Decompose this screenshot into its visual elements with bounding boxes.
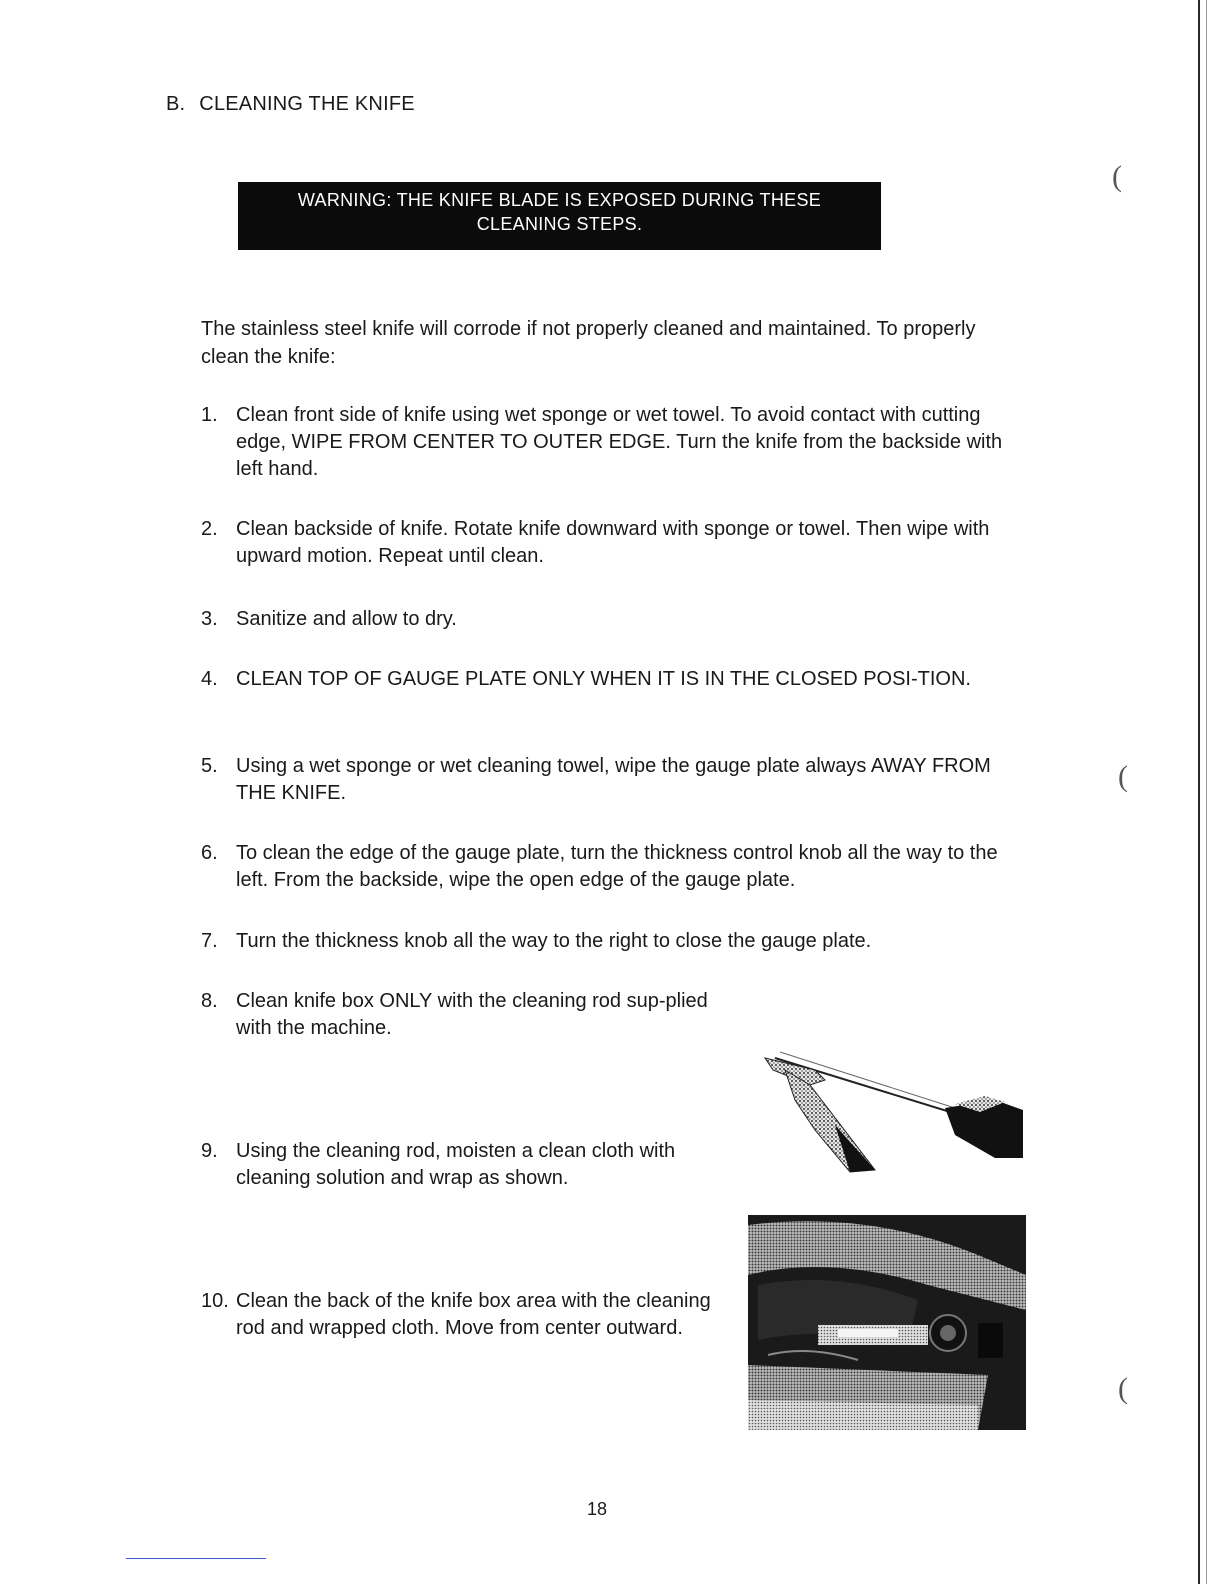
warning-banner [238,182,881,250]
warning-line-2: CLEANING STEPS. [476,214,643,234]
footer-rule [126,1558,266,1559]
binder-hole-mark: ( [1112,160,1122,193]
step-text: Using the cleaning rod, moisten a clean cloth with cleaning solution and wrap as shown. [236,1140,676,1189]
step-number: 3. [201,608,218,630]
step-number: 1. [201,404,218,426]
section-heading [166,93,415,116]
cleaning-rod-illustration [755,1040,1025,1175]
binder-hole-mark: ( [1118,760,1128,793]
page-number: 18 [586,1499,608,1519]
step-text: Clean knife box ONLY with the cleaning rod sup-plied with the machine. [236,990,708,1039]
right-margin-rule [1198,0,1200,1584]
step-number: 2. [201,518,218,540]
step-text: To clean the edge of the gauge plate, turn the thickness control knob all the way to the left. From the backside, wipe the open edge of the gauge plate. [236,842,998,891]
step-number: 8. [201,990,218,1012]
knife-box-photo [748,1215,1026,1430]
intro-paragraph: The stainless steel knife will corrode if not properly cleaned and maintained. To properly clean the knife: [201,318,976,368]
right-margin-rule-secondary [1206,0,1207,1584]
step-item [201,666,1001,693]
step-item [201,1288,731,1342]
step-text: Turn the thickness knob all the way to the right to close the gauge plate. [236,930,872,952]
section-title: CLEANING THE KNIFE [199,93,415,115]
step-number: 5. [201,755,218,777]
section-letter: B. [166,93,186,115]
step-text: Clean front side of knife using wet sponge or wet towel. To avoid contact with cutting edge, WIPE FROM CENTER TO OUTER EDGE. Turn the knife from the backside with left hand. [236,404,1003,480]
step-number: 9. [201,1140,218,1162]
step-text: Clean the back of the knife box area with the cleaning rod and wrapped cloth. Move from center outward. [236,1290,711,1339]
step-item [201,1138,731,1192]
step-item [201,606,1021,633]
step-item [201,402,1021,483]
step-text: Sanitize and allow to dry. [236,608,457,630]
binder-hole-mark: ( [1118,1372,1128,1405]
step-item [201,753,1011,807]
step-item [201,516,1031,570]
warning-line-1: WARNING: THE KNIFE BLADE IS EXPOSED DURING THESE [297,190,822,210]
step-number: 10. [201,1290,229,1312]
step-item [201,840,1031,894]
step-text: Clean backside of knife. Rotate knife downward with sponge or towel. Then wipe with upward motion. Repeat until clean. [236,518,990,567]
step-number: 4. [201,668,218,690]
step-item [201,988,721,1042]
step-text: CLEAN TOP OF GAUGE PLATE ONLY WHEN IT IS IN THE CLOSED POSI-TION. [236,668,971,690]
step-item [201,928,1021,955]
step-number: 6. [201,842,218,864]
step-text: Using a wet sponge or wet cleaning towel, wipe the gauge plate always AWAY FROM THE KNIFE. [236,755,991,804]
step-number: 7. [201,930,218,952]
